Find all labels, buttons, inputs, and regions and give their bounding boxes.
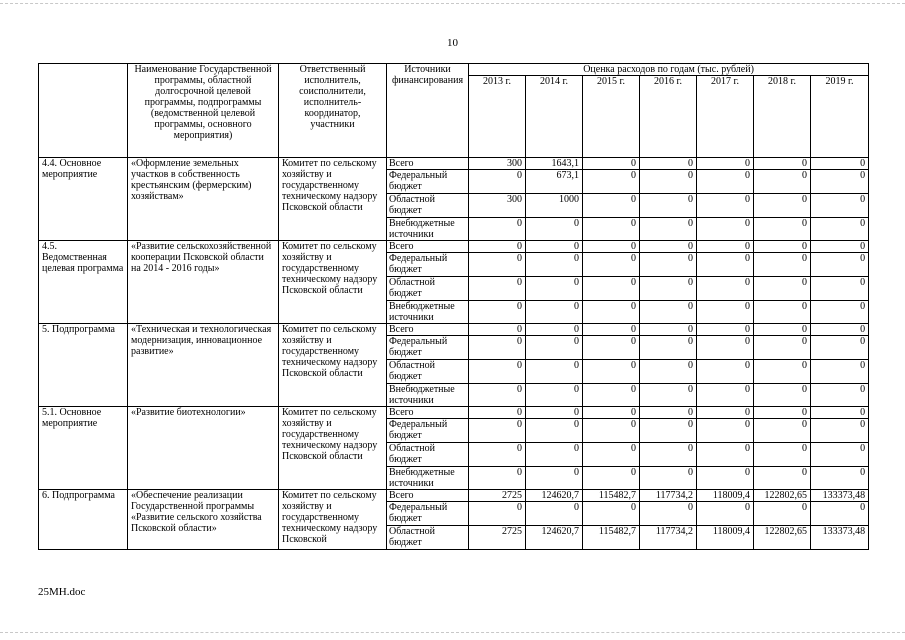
year-value: 0	[526, 384, 583, 407]
year-header: 2019 г.	[811, 76, 869, 158]
year-value: 0	[640, 241, 697, 253]
funding-source: Всего	[387, 490, 469, 502]
year-value: 0	[526, 419, 583, 443]
year-value: 0	[697, 502, 754, 526]
year-value: 0	[697, 170, 754, 194]
year-value: 0	[811, 301, 869, 324]
year-value: 0	[754, 218, 811, 241]
year-value: 0	[811, 241, 869, 253]
block-responsible: Комитет по сельскому хозяйству и государственному техническому надзору Псковской области	[279, 241, 387, 324]
funding-source: Внебюджетные источники	[387, 467, 469, 490]
year-header: 2013 г.	[469, 76, 526, 158]
year-value: 0	[697, 218, 754, 241]
header-responsible: Ответственный исполнитель, соисполнители, исполнитель-координатор, участники	[279, 64, 387, 158]
year-value: 0	[526, 407, 583, 419]
year-value: 0	[811, 502, 869, 526]
year-header: 2018 г.	[754, 76, 811, 158]
year-value: 0	[754, 158, 811, 170]
year-value: 300	[469, 158, 526, 170]
year-value: 0	[526, 443, 583, 467]
year-value: 0	[583, 324, 640, 336]
year-value: 0	[697, 443, 754, 467]
year-value: 1643,1	[526, 158, 583, 170]
year-value: 0	[469, 218, 526, 241]
year-value: 0	[754, 443, 811, 467]
year-value: 0	[640, 301, 697, 324]
funding-source: Областной бюджет	[387, 360, 469, 384]
year-value: 0	[754, 419, 811, 443]
year-value: 0	[526, 502, 583, 526]
year-value: 0	[811, 419, 869, 443]
year-value: 0	[583, 336, 640, 360]
year-value: 133373,48	[811, 526, 869, 550]
footer-filename: 25МН.doc	[38, 586, 86, 598]
year-value: 0	[583, 407, 640, 419]
year-value: 0	[583, 502, 640, 526]
funding-source: Федеральный бюджет	[387, 336, 469, 360]
year-value: 2725	[469, 490, 526, 502]
table-row	[39, 241, 869, 253]
block-code: 5. Подпрограмма	[39, 324, 128, 407]
year-value: 124620,7	[526, 490, 583, 502]
year-value: 1000	[526, 194, 583, 218]
table-row	[39, 490, 869, 502]
year-value: 0	[640, 277, 697, 301]
year-value: 0	[754, 324, 811, 336]
block-program: «Обеспечение реализации Государственной программы «Развитие сельского хозяйства Псковской области»	[128, 490, 279, 550]
year-header: 2014 г.	[526, 76, 583, 158]
year-value: 0	[469, 253, 526, 277]
funding-source: Внебюджетные источники	[387, 218, 469, 241]
year-value: 0	[697, 241, 754, 253]
year-value: 0	[640, 253, 697, 277]
year-value: 0	[754, 384, 811, 407]
year-value: 0	[526, 301, 583, 324]
year-value: 0	[811, 407, 869, 419]
year-value: 0	[640, 384, 697, 407]
funding-source: Областной бюджет	[387, 443, 469, 467]
year-value: 0	[754, 241, 811, 253]
year-value: 118009,4	[697, 526, 754, 550]
year-value: 0	[697, 407, 754, 419]
year-value: 115482,7	[583, 490, 640, 502]
year-value: 673,1	[526, 170, 583, 194]
funding-source: Областной бюджет	[387, 277, 469, 301]
year-header: 2016 г.	[640, 76, 697, 158]
year-value: 0	[811, 218, 869, 241]
year-value: 122802,65	[754, 490, 811, 502]
year-value: 133373,48	[811, 490, 869, 502]
expenses-table	[38, 63, 869, 550]
year-value: 0	[697, 360, 754, 384]
year-value: 0	[697, 253, 754, 277]
year-value: 0	[640, 336, 697, 360]
year-value: 122802,65	[754, 526, 811, 550]
funding-source: Всего	[387, 407, 469, 419]
year-value: 0	[811, 324, 869, 336]
funding-source: Всего	[387, 324, 469, 336]
year-value: 0	[583, 241, 640, 253]
block-responsible: Комитет по сельскому хозяйству и государственному техническому надзору Псковской области	[279, 158, 387, 241]
funding-source: Всего	[387, 241, 469, 253]
page-number: 10	[447, 37, 458, 49]
funding-source: Внебюджетные источники	[387, 301, 469, 324]
year-value: 0	[469, 502, 526, 526]
year-value: 0	[583, 360, 640, 384]
year-value: 0	[469, 324, 526, 336]
year-value: 0	[583, 277, 640, 301]
year-value: 0	[697, 324, 754, 336]
year-value: 0	[469, 170, 526, 194]
year-value: 0	[811, 253, 869, 277]
block-code: 4.5. Ведомственная целевая программа	[39, 241, 128, 324]
header-code-cell	[39, 64, 128, 158]
year-value: 0	[469, 443, 526, 467]
year-value: 0	[583, 443, 640, 467]
year-value: 118009,4	[697, 490, 754, 502]
table-row	[39, 324, 869, 336]
year-value: 0	[583, 301, 640, 324]
funding-source: Федеральный бюджет	[387, 170, 469, 194]
block-program: «Развитие биотехнологии»	[128, 407, 279, 490]
block-responsible: Комитет по сельскому хозяйству и государственному техническому надзору Псковской области	[279, 407, 387, 490]
block-code: 6. Подпрограмма	[39, 490, 128, 550]
scan-edge-bottom	[0, 632, 905, 633]
block-code: 5.1. Основное мероприятие	[39, 407, 128, 490]
year-value: 0	[811, 384, 869, 407]
year-value: 0	[469, 336, 526, 360]
year-value: 0	[640, 324, 697, 336]
year-value: 0	[754, 360, 811, 384]
funding-source: Внебюджетные источники	[387, 384, 469, 407]
year-value: 0	[469, 419, 526, 443]
year-value: 0	[583, 158, 640, 170]
year-value: 0	[526, 218, 583, 241]
year-value: 300	[469, 194, 526, 218]
year-value: 0	[697, 336, 754, 360]
funding-source: Областной бюджет	[387, 526, 469, 550]
funding-source: Областной бюджет	[387, 194, 469, 218]
year-value: 0	[754, 194, 811, 218]
year-value: 0	[697, 158, 754, 170]
table-row	[39, 158, 869, 170]
year-value: 0	[754, 277, 811, 301]
year-value: 0	[640, 360, 697, 384]
year-value: 0	[697, 277, 754, 301]
funding-source: Федеральный бюджет	[387, 502, 469, 526]
year-value: 0	[583, 467, 640, 490]
year-value: 0	[754, 301, 811, 324]
year-header: 2015 г.	[583, 76, 640, 158]
year-value: 0	[811, 170, 869, 194]
block-program: «Техническая и технологическая модернизация, инновационное развитие»	[128, 324, 279, 407]
year-value: 0	[697, 194, 754, 218]
year-value: 0	[811, 360, 869, 384]
year-value: 2725	[469, 526, 526, 550]
year-value: 117734,2	[640, 526, 697, 550]
block-program: «Оформление земельных участков в собственность крестьянским (фермерским) хозяйствам»	[128, 158, 279, 241]
year-value: 0	[640, 158, 697, 170]
year-value: 0	[469, 384, 526, 407]
year-value: 0	[640, 194, 697, 218]
year-value: 115482,7	[583, 526, 640, 550]
funding-source: Федеральный бюджет	[387, 253, 469, 277]
year-value: 0	[697, 301, 754, 324]
year-value: 0	[811, 336, 869, 360]
header-estimate: Оценка расходов по годам (тыс. рублей)	[469, 64, 869, 76]
year-value: 0	[754, 407, 811, 419]
year-value: 0	[640, 218, 697, 241]
year-value: 0	[469, 360, 526, 384]
year-value: 0	[526, 336, 583, 360]
year-value: 0	[754, 253, 811, 277]
year-value: 0	[469, 407, 526, 419]
year-value: 0	[754, 467, 811, 490]
year-value: 0	[640, 467, 697, 490]
year-value: 0	[640, 502, 697, 526]
year-value: 0	[697, 467, 754, 490]
year-value: 0	[583, 170, 640, 194]
header-name: Наименование Государственной программы, областной долгосрочной целевой программы, подпрограммы (ведомственной целевой программы, основного мероприятия)	[128, 64, 279, 158]
year-value: 0	[640, 419, 697, 443]
block-program: «Развитие сельскохозяйственной кооперации Псковской области на 2014 - 2016 годы»	[128, 241, 279, 324]
year-value: 0	[526, 324, 583, 336]
table-body	[39, 158, 869, 550]
year-value: 0	[640, 170, 697, 194]
table-row	[39, 407, 869, 419]
year-value: 0	[754, 170, 811, 194]
year-value: 0	[811, 277, 869, 301]
year-value: 0	[754, 502, 811, 526]
year-value: 0	[583, 384, 640, 407]
year-value: 0	[583, 218, 640, 241]
year-value: 0	[697, 419, 754, 443]
year-value: 0	[811, 194, 869, 218]
year-value: 0	[640, 443, 697, 467]
block-responsible: Комитет по сельскому хозяйству и государственному техническому надзору Псковской	[279, 490, 387, 550]
year-value: 0	[583, 419, 640, 443]
year-value: 0	[697, 384, 754, 407]
year-value: 0	[469, 241, 526, 253]
year-header: 2017 г.	[697, 76, 754, 158]
block-code: 4.4. Основное мероприятие	[39, 158, 128, 241]
year-value: 0	[526, 277, 583, 301]
year-value: 124620,7	[526, 526, 583, 550]
scan-edge-top	[0, 3, 905, 4]
funding-source: Всего	[387, 158, 469, 170]
year-value: 0	[469, 467, 526, 490]
year-value: 0	[640, 407, 697, 419]
year-value: 0	[811, 158, 869, 170]
funding-source: Федеральный бюджет	[387, 419, 469, 443]
year-value: 0	[811, 467, 869, 490]
block-responsible: Комитет по сельскому хозяйству и государственному техническому надзору Псковской области	[279, 324, 387, 407]
year-value: 0	[469, 301, 526, 324]
year-value: 0	[811, 443, 869, 467]
year-value: 0	[583, 253, 640, 277]
year-value: 0	[754, 336, 811, 360]
year-value: 0	[526, 253, 583, 277]
header-sources: Источники финансирования	[387, 64, 469, 158]
year-value: 0	[526, 360, 583, 384]
year-value: 0	[469, 277, 526, 301]
year-value: 0	[526, 467, 583, 490]
year-value: 0	[526, 241, 583, 253]
year-value: 117734,2	[640, 490, 697, 502]
year-value: 0	[583, 194, 640, 218]
